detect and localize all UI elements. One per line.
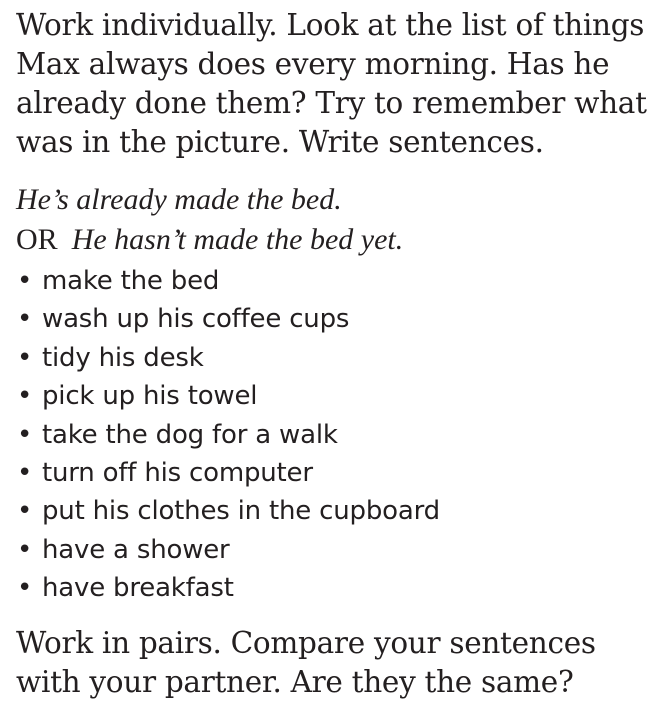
example-negative: He hasn’t made the bed yet. [71,223,404,256]
bullet-icon: • [17,419,33,450]
list-item: • take the dog for a walk [16,416,652,454]
instruction-pairs: Work in pairs. Compare your sentences with your partner. Are they the same? [16,625,596,699]
bullet-icon: • [17,304,33,335]
task-list [16,262,652,608]
example-line-2 [16,220,652,260]
exercise-page [16,6,652,702]
instruction-individual: Work individually. Look at the list of things Max always does every morning. Has he already done them? Try to remember what was in the picture. Write sentences. [16,8,647,159]
list-item: • have breakfast [16,569,652,607]
list-item: • wash up his coffee cups [16,300,652,338]
bullet-icon: • [17,496,33,527]
bullet-icon: • [17,573,33,604]
bullet-icon: • [17,381,33,412]
list-item: • tidy his desk [16,339,652,377]
example-sentences [16,180,652,260]
list-item: • have a shower [16,531,652,569]
or-label: OR [16,223,58,256]
bullet-icon: • [17,534,33,565]
bullet-icon: • [17,266,33,296]
bullet-icon: • [17,458,33,489]
bullet-icon: • [17,342,33,373]
list-item: • turn off his computer [16,454,652,492]
example-line-1: He’s already made the bed. [16,183,342,216]
list-item: • put his clothes in the cupboard [16,492,652,530]
list-item: • pick up his towel [16,377,652,415]
list-item: • make the bed [16,262,652,300]
